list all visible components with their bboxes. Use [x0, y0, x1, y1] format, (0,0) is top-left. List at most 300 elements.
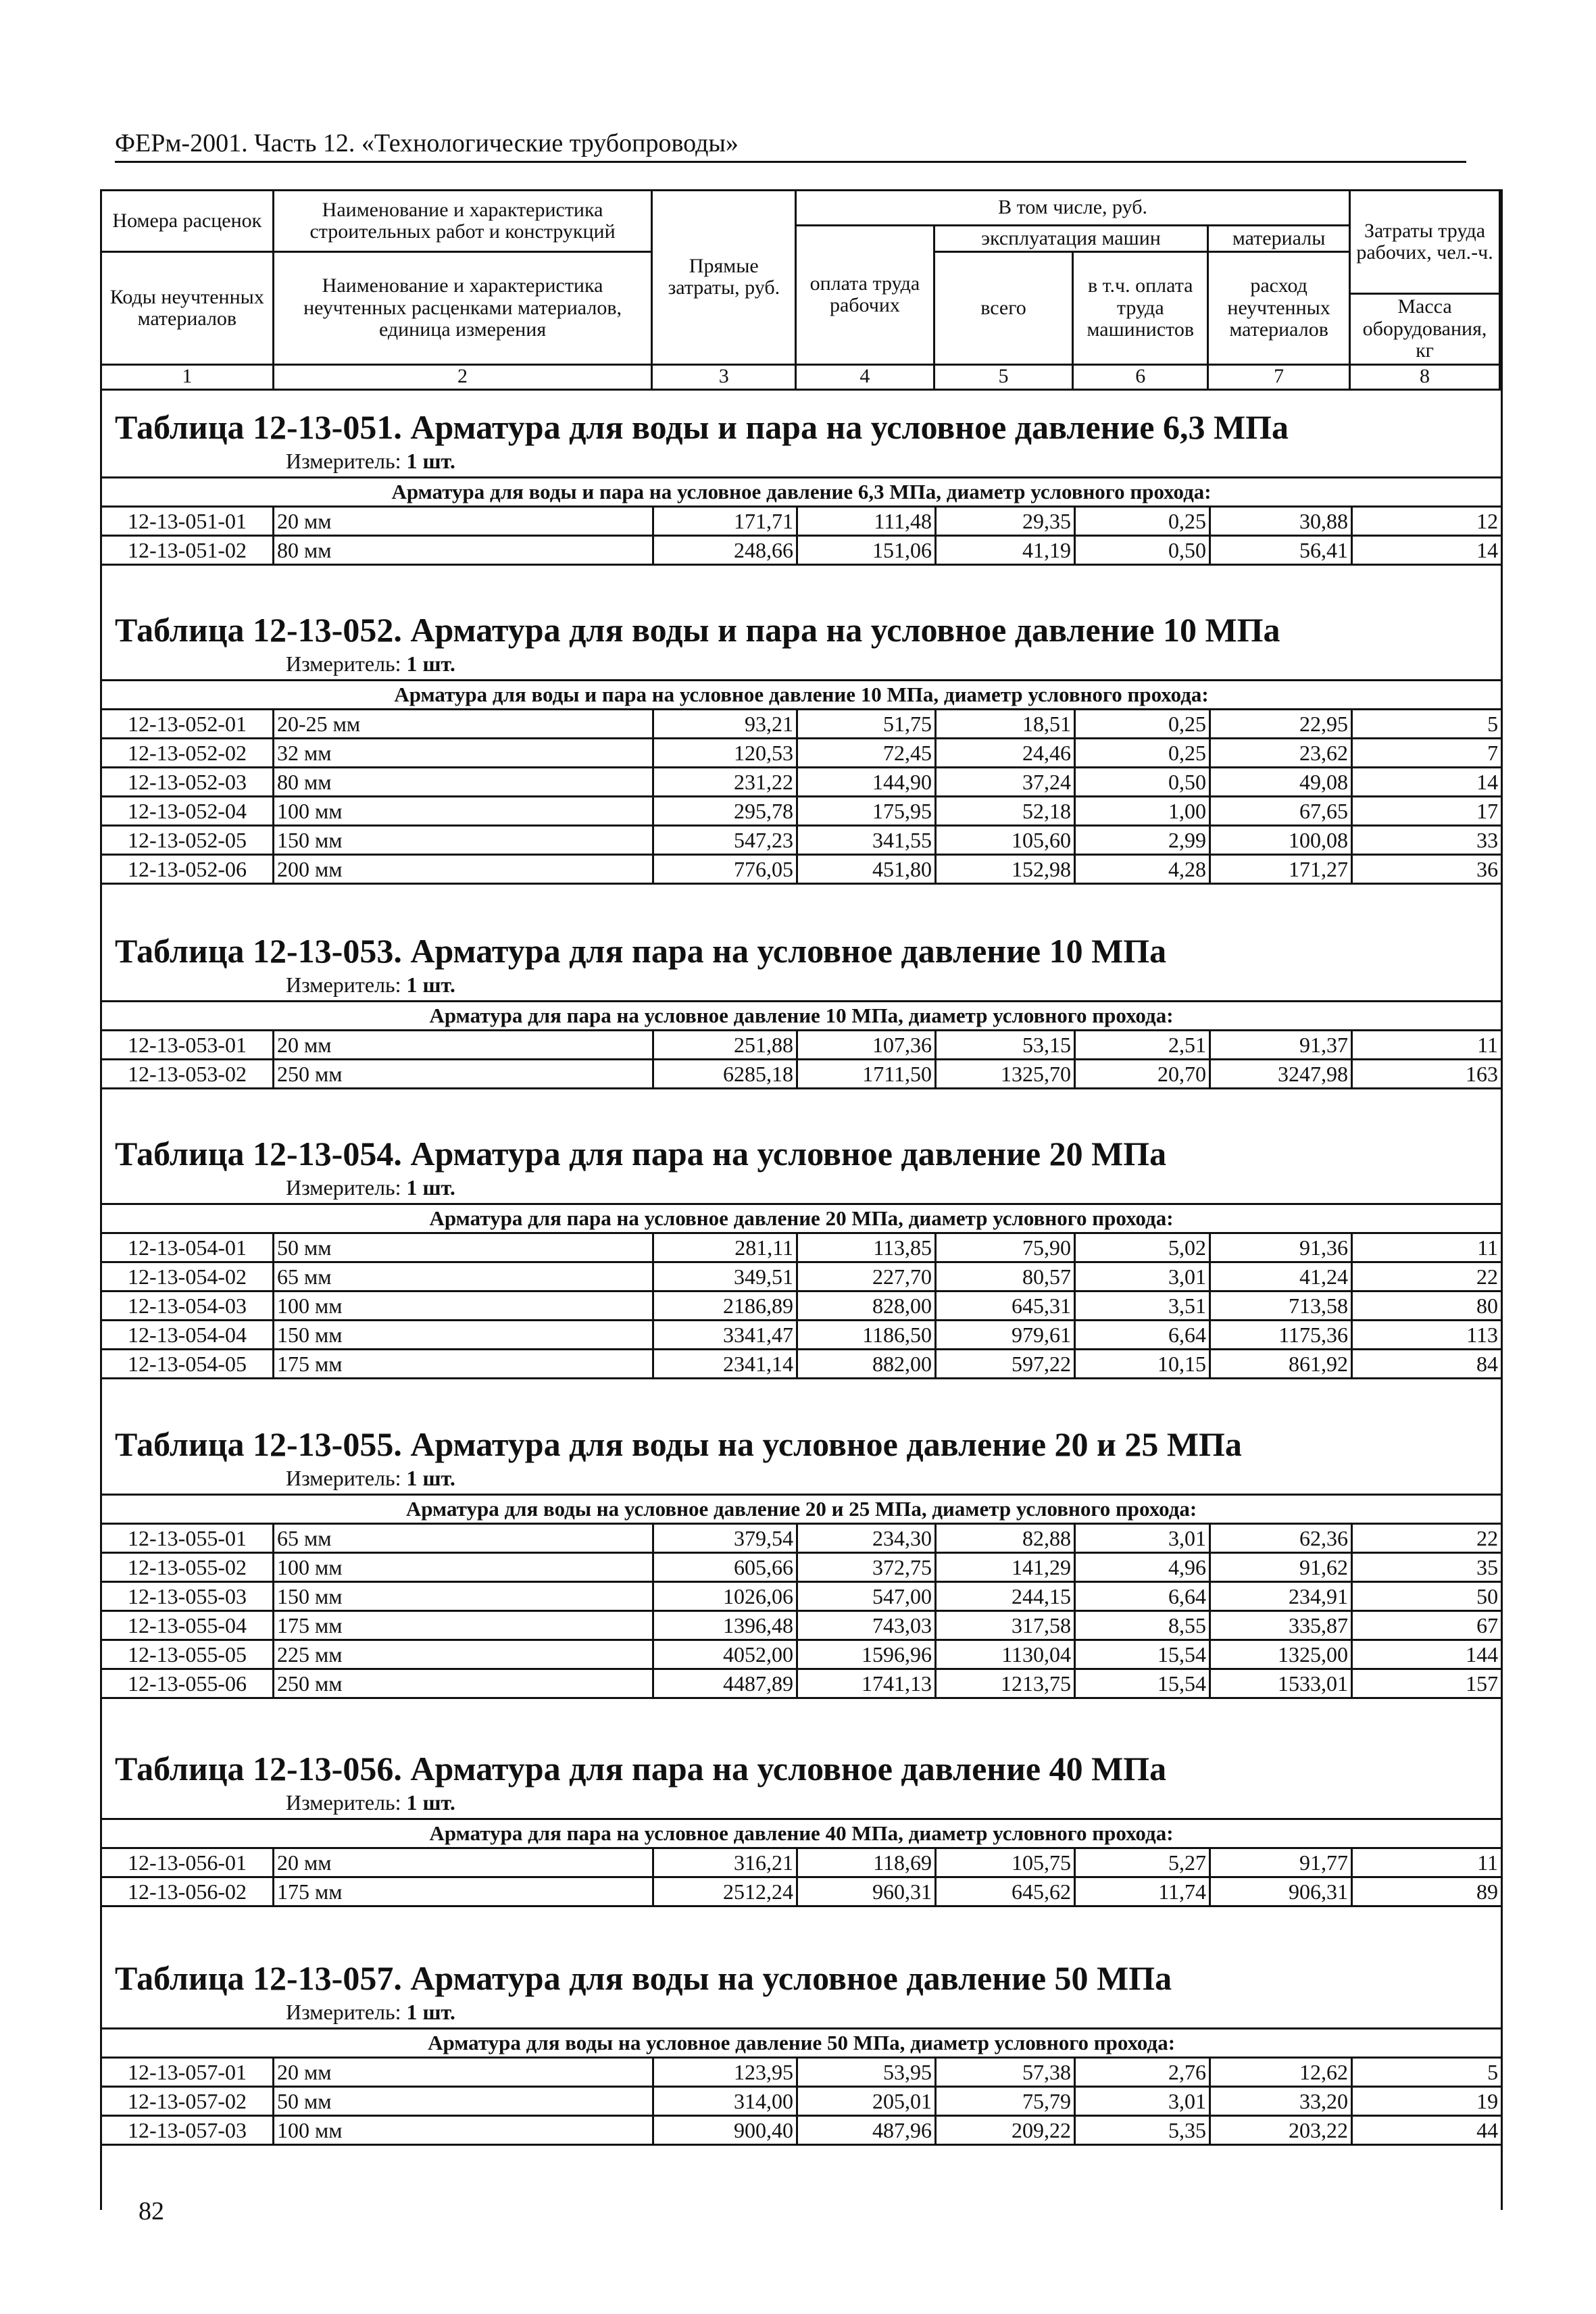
table-subheader: Арматура для пара на условное давление 40 МПа, диаметр условного прохода:	[101, 1819, 1502, 1848]
diameter-cell: 100 мм	[274, 1553, 653, 1582]
value-cell: 1186,50	[797, 1321, 936, 1350]
table-row	[101, 768, 1502, 797]
rate-code-cell: 12-13-052-02	[101, 739, 274, 768]
unit-label: Измеритель:	[286, 1175, 401, 1200]
unit-value: 1 шт.	[406, 973, 455, 997]
unit-value: 1 шт.	[406, 1175, 455, 1200]
value-cell: 0,50	[1075, 536, 1210, 565]
value-cell: 105,60	[936, 826, 1075, 855]
value-cell: 171,71	[653, 507, 797, 536]
value-cell: 163	[1352, 1060, 1502, 1089]
value-cell: 979,61	[936, 1321, 1075, 1350]
value-cell: 372,75	[797, 1553, 936, 1582]
unit-line	[286, 449, 1501, 474]
diameter-cell: 100 мм	[274, 2116, 653, 2145]
rate-code-cell: 12-13-052-03	[101, 768, 274, 797]
value-cell: 4052,00	[653, 1640, 797, 1669]
table-row	[101, 1233, 1502, 1262]
value-cell: 56,41	[1210, 536, 1352, 565]
column-header-table	[100, 189, 1501, 391]
value-cell: 89	[1352, 1877, 1502, 1906]
table-row	[101, 1848, 1502, 1877]
value-cell: 227,70	[797, 1262, 936, 1291]
subheader-row	[101, 1819, 1502, 1848]
table-row	[101, 1350, 1502, 1379]
unit-label: Измеритель:	[286, 651, 401, 676]
diameter-cell: 175 мм	[274, 1877, 653, 1906]
unit-line	[286, 2000, 1501, 2025]
table-row	[101, 1582, 1502, 1611]
diameter-cell: 20 мм	[274, 1031, 653, 1060]
value-cell: 6,64	[1075, 1321, 1210, 1350]
value-cell: 91,36	[1210, 1233, 1352, 1262]
rate-code-cell: 12-13-052-04	[101, 797, 274, 826]
diameter-cell: 100 мм	[274, 1291, 653, 1321]
rate-table	[100, 2027, 1503, 2146]
value-cell: 157	[1352, 1669, 1502, 1698]
diameter-cell: 20 мм	[274, 2058, 653, 2087]
value-cell: 2,51	[1075, 1031, 1210, 1060]
value-cell: 547,23	[653, 826, 797, 855]
diameter-cell: 32 мм	[274, 739, 653, 768]
value-cell: 100,08	[1210, 826, 1352, 855]
col-header-mass: Масса оборудования, кг	[1350, 294, 1500, 364]
value-cell: 3,01	[1075, 1262, 1210, 1291]
value-cell: 84	[1352, 1350, 1502, 1379]
value-cell: 0,25	[1075, 710, 1210, 739]
diameter-cell: 20 мм	[274, 507, 653, 536]
col-header-machines-total: всего	[934, 252, 1073, 364]
value-cell: 22,95	[1210, 710, 1352, 739]
value-cell: 547,00	[797, 1582, 936, 1611]
unit-label: Измеритель:	[286, 449, 401, 473]
value-cell: 24,46	[936, 739, 1075, 768]
value-cell: 645,62	[936, 1877, 1075, 1906]
diameter-cell: 80 мм	[274, 768, 653, 797]
col-number: 2	[273, 364, 652, 389]
unit-value: 1 шт.	[406, 1466, 455, 1490]
col-header-machinist-pay: в т.ч. оплата труда машинистов	[1073, 252, 1208, 364]
table-title: Таблица 12-13-053. Арматура для пара на условное давление 10 МПа	[115, 932, 1167, 970]
rate-code-cell: 12-13-052-06	[101, 855, 274, 884]
rate-code-cell: 12-13-052-05	[101, 826, 274, 855]
value-cell: 144,90	[797, 768, 936, 797]
unit-line	[286, 1790, 1501, 1815]
value-cell: 2341,14	[653, 1350, 797, 1379]
table-subheader: Арматура для воды и пара на условное давление 6,3 МПа, диаметр условного прохода:	[101, 478, 1502, 507]
value-cell: 144	[1352, 1640, 1502, 1669]
value-cell: 5	[1352, 2058, 1502, 2087]
rate-table-section	[100, 612, 1501, 885]
table-row	[101, 826, 1502, 855]
value-cell: 11	[1352, 1848, 1502, 1877]
value-cell: 151,06	[797, 536, 936, 565]
value-cell: 93,21	[653, 710, 797, 739]
value-cell: 341,55	[797, 826, 936, 855]
table-row	[101, 1611, 1502, 1640]
value-cell: 1741,13	[797, 1669, 936, 1698]
value-cell: 0,25	[1075, 507, 1210, 536]
value-cell: 3,01	[1075, 2087, 1210, 2116]
diameter-cell: 65 мм	[274, 1262, 653, 1291]
value-cell: 41,24	[1210, 1262, 1352, 1291]
value-cell: 900,40	[653, 2116, 797, 2145]
table-row	[101, 1262, 1502, 1291]
value-cell: 248,66	[653, 536, 797, 565]
value-cell: 451,80	[797, 855, 936, 884]
value-cell: 175,95	[797, 797, 936, 826]
table-row	[101, 1031, 1502, 1060]
value-cell: 22	[1352, 1524, 1502, 1553]
value-cell: 51,75	[797, 710, 936, 739]
rate-code-cell: 12-13-056-01	[101, 1848, 274, 1877]
value-cell: 2,76	[1075, 2058, 1210, 2087]
value-cell: 14	[1352, 768, 1502, 797]
rate-code-cell: 12-13-053-01	[101, 1031, 274, 1060]
rate-code-cell: 12-13-054-04	[101, 1321, 274, 1350]
unit-label: Измеритель:	[286, 2000, 401, 2024]
value-cell: 17	[1352, 797, 1502, 826]
value-cell: 10,15	[1075, 1350, 1210, 1379]
table-row	[101, 536, 1502, 565]
rate-code-cell: 12-13-054-05	[101, 1350, 274, 1379]
value-cell: 15,54	[1075, 1640, 1210, 1669]
table-row	[101, 1321, 1502, 1350]
diameter-cell: 65 мм	[274, 1524, 653, 1553]
table-row	[101, 2116, 1502, 2145]
value-cell: 18,51	[936, 710, 1075, 739]
table-row	[101, 2058, 1502, 2087]
value-cell: 141,29	[936, 1553, 1075, 1582]
value-cell: 62,36	[1210, 1524, 1352, 1553]
value-cell: 882,00	[797, 1350, 936, 1379]
table-row	[101, 855, 1502, 884]
rate-code-cell: 12-13-053-02	[101, 1060, 274, 1089]
col-number: 5	[934, 364, 1073, 389]
rate-code-cell: 12-13-055-01	[101, 1524, 274, 1553]
rate-table-section	[100, 1750, 1501, 1907]
value-cell: 2,99	[1075, 826, 1210, 855]
value-cell: 597,22	[936, 1350, 1075, 1379]
value-cell: 231,22	[653, 768, 797, 797]
rate-code-cell: 12-13-055-02	[101, 1553, 274, 1582]
subheader-row	[101, 681, 1502, 710]
value-cell: 91,62	[1210, 1553, 1352, 1582]
table-title: Таблица 12-13-052. Арматура для воды и пара на условное давление 10 МПа	[115, 611, 1280, 649]
value-cell: 2186,89	[653, 1291, 797, 1321]
diameter-cell: 175 мм	[274, 1350, 653, 1379]
table-subheader: Арматура для пара на условное давление 20 МПа, диаметр условного прохода:	[101, 1204, 1502, 1233]
value-cell: 82,88	[936, 1524, 1075, 1553]
value-cell: 209,22	[936, 2116, 1075, 2145]
col-header-materials: материалы	[1208, 226, 1350, 252]
value-cell: 5,02	[1075, 1233, 1210, 1262]
rate-code-cell: 12-13-055-03	[101, 1582, 274, 1611]
col-number: 4	[796, 364, 934, 389]
table-subheader: Арматура для пара на условное давление 10 МПа, диаметр условного прохода:	[101, 1002, 1502, 1031]
value-cell: 295,78	[653, 797, 797, 826]
rate-code-cell: 12-13-051-02	[101, 536, 274, 565]
rate-code-cell: 12-13-057-01	[101, 2058, 274, 2087]
value-cell: 0,25	[1075, 739, 1210, 768]
value-cell: 1711,50	[797, 1060, 936, 1089]
value-cell: 33	[1352, 826, 1502, 855]
value-cell: 118,69	[797, 1848, 936, 1877]
value-cell: 487,96	[797, 2116, 936, 2145]
table-row	[101, 1877, 1502, 1906]
table-row	[101, 710, 1502, 739]
value-cell: 6285,18	[653, 1060, 797, 1089]
value-cell: 861,92	[1210, 1350, 1352, 1379]
col-header-works: Наименование и характеристика строительных работ и конструкций	[273, 191, 652, 252]
col-header-direct-costs: Прямые затраты, руб.	[652, 191, 796, 365]
diameter-cell: 150 мм	[274, 1582, 653, 1611]
table-subheader: Арматура для воды на условное давление 50 МПа, диаметр условного прохода:	[101, 2029, 1502, 2058]
col-number: 3	[652, 364, 796, 389]
value-cell: 67,65	[1210, 797, 1352, 826]
subheader-row	[101, 1204, 1502, 1233]
value-cell: 3,51	[1075, 1291, 1210, 1321]
value-cell: 11	[1352, 1233, 1502, 1262]
value-cell: 22	[1352, 1262, 1502, 1291]
unit-label: Измеритель:	[286, 1466, 401, 1490]
table-row	[101, 797, 1502, 826]
value-cell: 15,54	[1075, 1669, 1210, 1698]
value-cell: 743,03	[797, 1611, 936, 1640]
value-cell: 0,50	[1075, 768, 1210, 797]
value-cell: 57,38	[936, 2058, 1075, 2087]
table-row	[101, 1553, 1502, 1582]
rate-code-cell: 12-13-056-02	[101, 1877, 274, 1906]
table-row	[101, 1524, 1502, 1553]
value-cell: 105,75	[936, 1848, 1075, 1877]
table-row	[101, 2087, 1502, 2116]
table-row	[101, 739, 1502, 768]
value-cell: 30,88	[1210, 507, 1352, 536]
table-title: Таблица 12-13-056. Арматура для пара на условное давление 40 МПа	[115, 1750, 1167, 1788]
value-cell: 1396,48	[653, 1611, 797, 1640]
value-cell: 1533,01	[1210, 1669, 1352, 1698]
table-subheader: Арматура для воды и пара на условное давление 10 МПа, диаметр условного прохода:	[101, 681, 1502, 710]
col-header-material-names: Наименование и характеристика неучтенных расценками материалов, единица измерения	[273, 252, 652, 364]
diameter-cell: 20 мм	[274, 1848, 653, 1877]
value-cell: 1,00	[1075, 797, 1210, 826]
value-cell: 14	[1352, 536, 1502, 565]
table-title: Таблица 12-13-057. Арматура для воды на условное давление 50 МПа	[115, 1959, 1172, 1997]
rate-table	[100, 1818, 1503, 1907]
value-cell: 234,30	[797, 1524, 936, 1553]
value-cell: 120,53	[653, 739, 797, 768]
value-cell: 171,27	[1210, 855, 1352, 884]
diameter-cell: 225 мм	[274, 1640, 653, 1669]
unit-value: 1 шт.	[406, 2000, 455, 2024]
table-row	[101, 1640, 1502, 1669]
value-cell: 49,08	[1210, 768, 1352, 797]
value-cell: 3247,98	[1210, 1060, 1352, 1089]
value-cell: 605,66	[653, 1553, 797, 1582]
unit-line	[286, 973, 1501, 998]
value-cell: 3,01	[1075, 1524, 1210, 1553]
rate-code-cell: 12-13-052-01	[101, 710, 274, 739]
value-cell: 349,51	[653, 1262, 797, 1291]
subheader-row	[101, 478, 1502, 507]
diameter-cell: 200 мм	[274, 855, 653, 884]
value-cell: 2512,24	[653, 1877, 797, 1906]
value-cell: 91,77	[1210, 1848, 1352, 1877]
value-cell: 23,62	[1210, 739, 1352, 768]
diameter-cell: 150 мм	[274, 1321, 653, 1350]
diameter-cell: 50 мм	[274, 2087, 653, 2116]
unit-value: 1 шт.	[406, 651, 455, 676]
value-cell: 281,11	[653, 1233, 797, 1262]
value-cell: 20,70	[1075, 1060, 1210, 1089]
table-title: Таблица 12-13-055. Арматура для воды на условное давление 20 и 25 МПа	[115, 1425, 1242, 1463]
value-cell: 91,37	[1210, 1031, 1352, 1060]
value-cell: 5,27	[1075, 1848, 1210, 1877]
value-cell: 37,24	[936, 768, 1075, 797]
rate-code-cell: 12-13-055-04	[101, 1611, 274, 1640]
subheader-row	[101, 1002, 1502, 1031]
value-cell: 316,21	[653, 1848, 797, 1877]
unit-label: Измеритель:	[286, 1790, 401, 1815]
value-cell: 107,36	[797, 1031, 936, 1060]
value-cell: 7	[1352, 739, 1502, 768]
value-cell: 4487,89	[653, 1669, 797, 1698]
diameter-cell: 50 мм	[274, 1233, 653, 1262]
value-cell: 152,98	[936, 855, 1075, 884]
table-row	[101, 507, 1502, 536]
value-cell: 75,90	[936, 1233, 1075, 1262]
col-header-including: В том числе, руб.	[796, 191, 1350, 226]
value-cell: 317,58	[936, 1611, 1075, 1640]
table-row	[101, 1669, 1502, 1698]
value-cell: 1325,00	[1210, 1640, 1352, 1669]
value-cell: 111,48	[797, 507, 936, 536]
value-cell: 244,15	[936, 1582, 1075, 1611]
diameter-cell: 100 мм	[274, 797, 653, 826]
value-cell: 776,05	[653, 855, 797, 884]
value-cell: 5,35	[1075, 2116, 1210, 2145]
rate-code-cell: 12-13-054-01	[101, 1233, 274, 1262]
value-cell: 645,31	[936, 1291, 1075, 1321]
value-cell: 4,28	[1075, 855, 1210, 884]
diameter-cell: 80 мм	[274, 536, 653, 565]
value-cell: 8,55	[1075, 1611, 1210, 1640]
value-cell: 36	[1352, 855, 1502, 884]
rate-table	[100, 1000, 1503, 1089]
col-header-rates: Номера расценок	[101, 191, 274, 252]
rate-code-cell: 12-13-055-06	[101, 1669, 274, 1698]
subheader-row	[101, 2029, 1502, 2058]
value-cell: 314,00	[653, 2087, 797, 2116]
diameter-cell: 175 мм	[274, 1611, 653, 1640]
value-cell: 80,57	[936, 1262, 1075, 1291]
value-cell: 1130,04	[936, 1640, 1075, 1669]
value-cell: 251,88	[653, 1031, 797, 1060]
rate-table	[100, 1494, 1503, 1699]
value-cell: 713,58	[1210, 1291, 1352, 1321]
value-cell: 3341,47	[653, 1321, 797, 1350]
col-header-machines: эксплуатация машин	[934, 226, 1207, 252]
value-cell: 19	[1352, 2087, 1502, 2116]
diameter-cell: 250 мм	[274, 1669, 653, 1698]
value-cell: 113	[1352, 1321, 1502, 1350]
value-cell: 1213,75	[936, 1669, 1075, 1698]
value-cell: 80	[1352, 1291, 1502, 1321]
table-title: Таблица 12-13-054. Арматура для пара на условное давление 20 МПа	[115, 1135, 1167, 1173]
rate-code-cell: 12-13-051-01	[101, 507, 274, 536]
rate-code-cell: 12-13-057-02	[101, 2087, 274, 2116]
table-title: Таблица 12-13-051. Арматура для воды и пара на условное давление 6,3 МПа	[115, 408, 1289, 446]
value-cell: 828,00	[797, 1291, 936, 1321]
unit-value: 1 шт.	[406, 1790, 455, 1815]
rate-table	[100, 476, 1503, 566]
rate-table-section	[100, 933, 1501, 1089]
col-number: 6	[1073, 364, 1208, 389]
col-number: 8	[1350, 364, 1500, 389]
page-header: ФЕРм-2001. Часть 12. «Технологические трубопроводы»	[115, 128, 1466, 163]
value-cell: 12,62	[1210, 2058, 1352, 2087]
table-subheader: Арматура для воды на условное давление 20 и 25 МПа, диаметр условного прохода:	[101, 1495, 1502, 1524]
value-cell: 52,18	[936, 797, 1075, 826]
unit-label: Измеритель:	[286, 973, 401, 997]
value-cell: 35	[1352, 1553, 1502, 1582]
value-cell: 29,35	[936, 507, 1075, 536]
value-cell: 5	[1352, 710, 1502, 739]
col-number: 1	[101, 364, 274, 389]
value-cell: 960,31	[797, 1877, 936, 1906]
rate-code-cell: 12-13-055-05	[101, 1640, 274, 1669]
value-cell: 33,20	[1210, 2087, 1352, 2116]
value-cell: 205,01	[797, 2087, 936, 2116]
diameter-cell: 20-25 мм	[274, 710, 653, 739]
col-header-material-use: расход неучтенных материалов	[1208, 252, 1350, 364]
col-number: 7	[1208, 364, 1350, 389]
value-cell: 75,79	[936, 2087, 1075, 2116]
value-cell: 1596,96	[797, 1640, 936, 1669]
table-row	[101, 1291, 1502, 1321]
col-header-material-codes: Коды неучтенных материалов	[101, 252, 274, 364]
value-cell: 379,54	[653, 1524, 797, 1553]
value-cell: 53,95	[797, 2058, 936, 2087]
value-cell: 234,91	[1210, 1582, 1352, 1611]
unit-value: 1 шт.	[406, 449, 455, 473]
page-number: 82	[139, 2197, 164, 2225]
col-header-worker-pay: оплата труда рабочих	[796, 226, 934, 365]
rate-table-section	[100, 1426, 1501, 1699]
rate-code-cell: 12-13-054-03	[101, 1291, 274, 1321]
unit-line	[286, 651, 1501, 676]
col-header-labor: Затраты труда рабочих, чел.-ч.	[1350, 191, 1500, 294]
value-cell: 1026,06	[653, 1582, 797, 1611]
value-cell: 50	[1352, 1582, 1502, 1611]
value-cell: 1325,70	[936, 1060, 1075, 1089]
value-cell: 53,15	[936, 1031, 1075, 1060]
value-cell: 12	[1352, 507, 1502, 536]
diameter-cell: 150 мм	[274, 826, 653, 855]
value-cell: 11	[1352, 1031, 1502, 1060]
value-cell: 44	[1352, 2116, 1502, 2145]
value-cell: 1175,36	[1210, 1321, 1352, 1350]
value-cell: 6,64	[1075, 1582, 1210, 1611]
rate-table	[100, 679, 1503, 885]
rate-table-section	[100, 1135, 1501, 1379]
value-cell: 67	[1352, 1611, 1502, 1640]
diameter-cell: 250 мм	[274, 1060, 653, 1089]
subheader-row	[101, 1495, 1502, 1524]
rate-code-cell: 12-13-057-03	[101, 2116, 274, 2145]
value-cell: 41,19	[936, 536, 1075, 565]
